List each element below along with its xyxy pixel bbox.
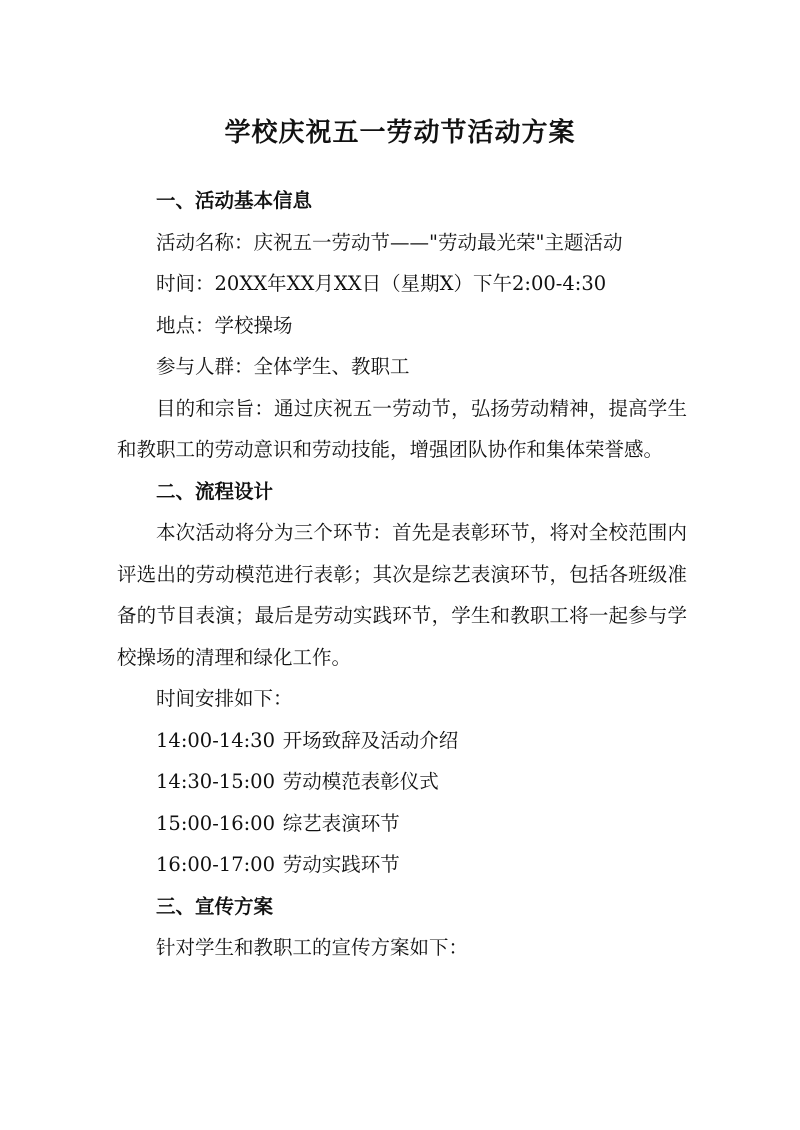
process-intro: 本次活动将分为三个环节：首先是表彰环节，将对全校范围内评选出的劳动模范进行表彰；其次是综艺表演环节，包括各班级准备的节目表演；最后是劳动实践环节，学生和教职工将一起参与学校操场的清理和绿化工作。 — [117, 521, 687, 669]
schedule-activity: 劳动实践环节 — [282, 853, 400, 876]
schedule-time: 16:00-17:00 — [156, 853, 275, 876]
activity-name: 活动名称：庆祝五一劳动节——"劳动最光荣"主题活动 — [156, 230, 623, 254]
schedule-item — [117, 844, 687, 886]
activity-participants: 参与人群：全体学生、教职工 — [156, 355, 410, 378]
schedule-time: 14:30-15:00 — [156, 770, 275, 793]
activity-purpose: 目的和宗旨：通过庆祝五一劳动节，弘扬劳动精神，提高学生和教职工的劳动意识和劳动技能，增强团队协作和集体荣誉感。 — [117, 396, 687, 461]
section-heading-basic-info: 一、活动基本信息 — [156, 189, 313, 212]
schedule-item — [117, 720, 687, 762]
page-title: 学校庆祝五一劳动节活动方案 — [224, 118, 576, 149]
activity-location: 地点：学校操场 — [156, 313, 293, 337]
schedule-activity: 劳动模范表彰仪式 — [282, 770, 439, 793]
section-heading-publicity: 三、宣传方案 — [156, 894, 274, 918]
schedule-time: 15:00-16:00 — [156, 811, 275, 835]
schedule-activity: 综艺表演环节 — [282, 811, 400, 835]
schedule-title: 时间安排如下： — [156, 687, 293, 710]
schedule-item — [117, 761, 687, 803]
schedule-activity: 开场致辞及活动介绍 — [282, 728, 459, 752]
activity-time: 时间：20XX年XX月XX日（星期X）下午2:00-4:30 — [156, 272, 607, 295]
section-heading-process: 二、流程设计 — [156, 479, 274, 503]
schedule-time: 14:00-14:30 — [156, 728, 275, 752]
document-body — [117, 180, 687, 969]
schedule-item — [117, 803, 687, 845]
publicity-intro: 针对学生和教职工的宣传方案如下： — [156, 936, 469, 959]
